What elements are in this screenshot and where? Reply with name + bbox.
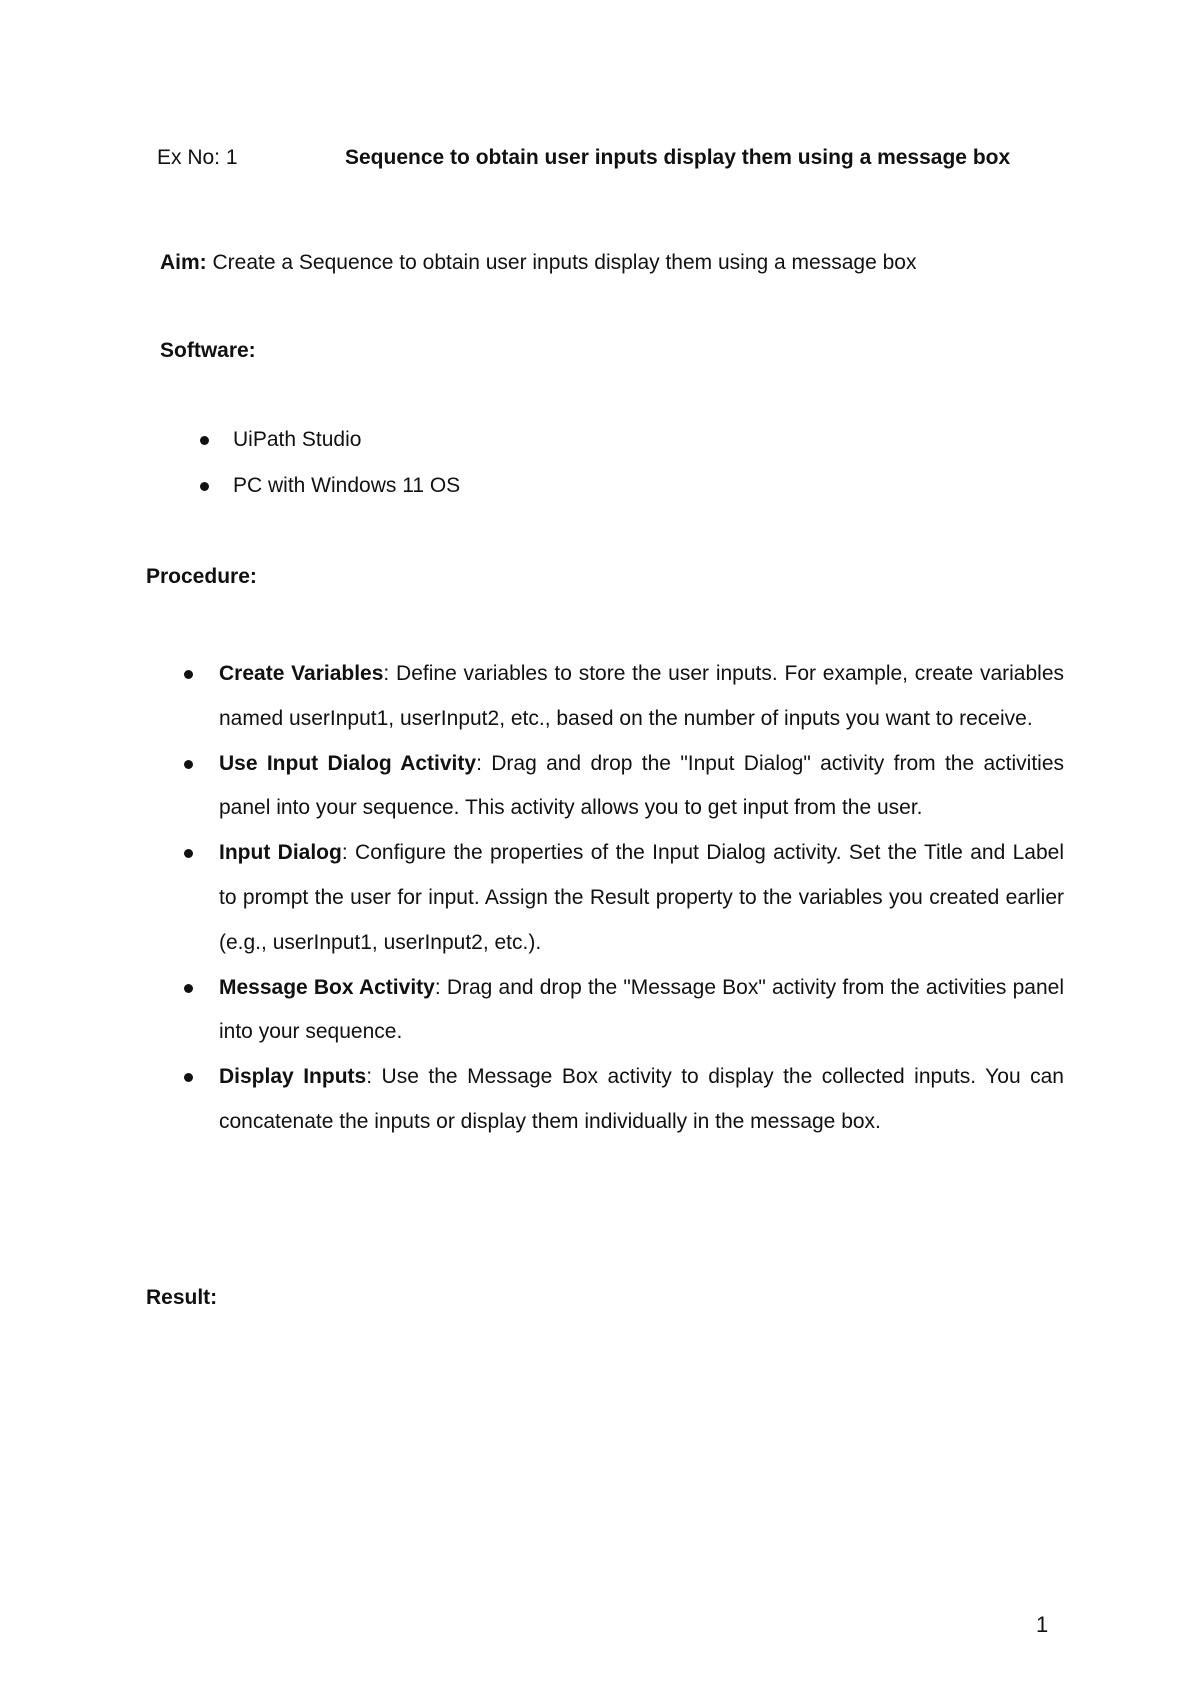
- procedure-step-term: Message Box Activity: [219, 975, 435, 999]
- procedure-heading: Procedure:: [146, 565, 257, 588]
- procedure-step-text: Define variables to store the user inputs. For example, create variables named userInput1, userInput2, etc., based on the number of inputs you want to receive.: [219, 662, 1065, 730]
- procedure-step-text: Use the Message Box activity to display the collected inputs. You can concatenate the inputs or display them individually in the message box.: [219, 1065, 1064, 1133]
- software-list-item: [200, 426, 460, 472]
- bullet-icon: [184, 670, 193, 679]
- procedure-step: Input Dialog: Configure the properties of the Input Dialog activity. Set the Title and Label to prompt the user for input. Assign the Result property to the variables you created earlier (e.g., userInput1, userInput2, etc.).: [184, 831, 1064, 965]
- software-heading: Software:: [160, 339, 256, 362]
- exercise-number: Ex No: 1: [157, 146, 238, 169]
- software-item-label: UiPath Studio: [233, 428, 362, 451]
- page-number: 1: [1036, 1612, 1049, 1637]
- procedure-step: Message Box Activity: Drag and drop the "Message Box" activity from the activities panel into your sequence.: [184, 966, 1064, 1056]
- procedure-step-text: Drag and drop the "Input Dialog" activity from the activities panel into your sequence. This activity allows you to get input from the user.: [219, 751, 1064, 820]
- procedure-step-term: Use Input Dialog Activity: [219, 751, 477, 775]
- aim-paragraph: [160, 251, 916, 275]
- procedure-step-term: Input Dialog: [219, 841, 342, 865]
- procedure-list: [184, 652, 1064, 1145]
- procedure-step: Create Variables: Define variables to store the user inputs. For example, create variables named userInput1, userInput2, etc., based on the number of inputs you want to receive.: [184, 652, 1064, 742]
- aim-text: Create a Sequence to obtain user inputs display them using a message box: [212, 251, 917, 274]
- exercise-title: Sequence to obtain user inputs display them using a message box: [345, 146, 1011, 169]
- procedure-step: Display Inputs: Use the Message Box activity to display the collected inputs. You can concatenate the inputs or display them individually in the message box.: [184, 1055, 1064, 1145]
- procedure-step-term: Create Variables: [219, 662, 384, 685]
- aim-label: Aim:: [160, 251, 207, 274]
- procedure-step: Use Input Dialog Activity: Drag and drop the "Input Dialog" activity from the activities panel into your sequence. This activity allows you to get input from the user.: [184, 742, 1064, 832]
- bullet-icon: [184, 984, 193, 993]
- result-heading: Result:: [146, 1286, 218, 1309]
- procedure-step-text: Drag and drop the "Message Box" activity from the activities panel into your sequence.: [219, 975, 1064, 1044]
- procedure-step-text: Configure the properties of the Input Dialog activity. Set the Title and Label to prompt the user for input. Assign the Result property to the variables you created earlier (e.g., userInput1, userInput2, etc.).: [219, 841, 1064, 954]
- software-item-label: PC with Windows 11 OS: [233, 474, 461, 497]
- bullet-icon: [184, 1073, 193, 1082]
- bullet-icon: [184, 760, 193, 769]
- bullet-icon: [184, 849, 193, 858]
- software-list: [200, 426, 460, 518]
- software-list-item: [200, 472, 460, 518]
- procedure-step-term: Display Inputs: [219, 1065, 367, 1089]
- bullet-icon: [200, 436, 209, 445]
- bullet-icon: [200, 482, 209, 491]
